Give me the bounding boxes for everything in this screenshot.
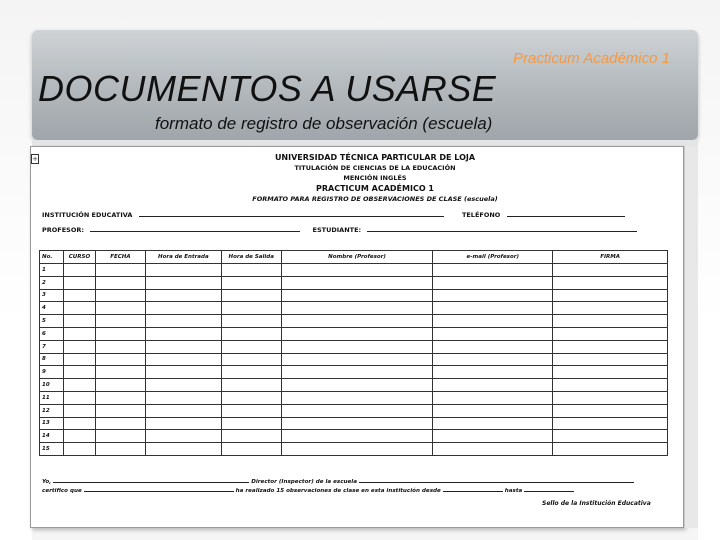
table-cell [221,327,281,340]
row-number: 13 [40,417,64,430]
table-row [40,366,668,379]
table-cell [63,391,95,404]
table-cell [221,391,281,404]
document-caption: formato de registro de observación (escuela) [155,114,493,133]
table-row [40,379,668,392]
table-cell [63,289,95,302]
table-cell [221,289,281,302]
table-cell [433,391,553,404]
slide-subtitle: Practicum Académico 1 [512,50,670,67]
table-cell [63,366,95,379]
table-cell [221,443,281,456]
practicum-name: PRACTICUM ACADÉMICO 1 [316,184,434,193]
table-cell [63,276,95,289]
table-cell [95,315,145,328]
table-cell [63,379,95,392]
slide-title: DOCUMENTOS A USARSE [38,68,497,109]
row-number: 15 [40,443,64,456]
table-cell [281,302,433,315]
table-cell [145,443,221,456]
col-curso: CURSO [63,251,95,264]
table-cell [281,327,433,340]
table-row [40,340,668,353]
institution-blank [139,211,444,217]
document-scrollbar [684,146,698,528]
col-nombre: Nombre (Profesor) [281,251,433,264]
col-firma: FIRMA [553,251,668,264]
table-row [40,289,668,302]
footer-director: Director (Inspector) de la escuela [251,479,357,485]
table-cell [63,340,95,353]
university-name: UNIVERSIDAD TÉCNICA PARTICULAR DE LOJA [274,153,476,162]
table-cell [145,417,221,430]
institution-row [42,211,625,219]
table-cell [145,340,221,353]
table-cell [433,315,553,328]
table-cell [553,353,668,366]
table-cell [281,315,433,328]
teacher-blank [90,226,300,232]
row-number: 1 [40,264,64,277]
table-cell [553,289,668,302]
table-cell [221,276,281,289]
observation-table [39,250,668,456]
row-number: 3 [40,289,64,302]
table-cell [221,353,281,366]
footer-blank-from [443,487,503,492]
table-cell [553,302,668,315]
table-cell [221,264,281,277]
footer-blank-name [53,478,249,483]
footer-blank-school [359,478,634,483]
phone-label: TELÉFONO [461,211,501,219]
table-cell [281,379,433,392]
table-cell [145,353,221,366]
table-cell [433,404,553,417]
table-cell [95,366,145,379]
table-cell [433,302,553,315]
table-cell [95,327,145,340]
table-cell [95,404,145,417]
table-cell [221,379,281,392]
table-row [40,302,668,315]
format-name: FORMATO PARA REGISTRO DE OBSERVACIONES DE CLASE (escuela) [252,195,498,203]
col-fecha: FECHA [95,251,145,264]
table-cell [95,289,145,302]
table-cell [433,289,553,302]
table-cell [281,404,433,417]
phone-blank [507,211,625,217]
table-cell [433,417,553,430]
table-cell [63,353,95,366]
table-cell [95,264,145,277]
table-cell [63,404,95,417]
table-cell [95,340,145,353]
table-row [40,391,668,404]
row-number: 8 [40,353,64,366]
row-number: 10 [40,379,64,392]
table-cell [553,340,668,353]
table-cell [221,302,281,315]
table-cell [433,340,553,353]
table-row [40,276,668,289]
table-cell [145,315,221,328]
table-cell [281,443,433,456]
table-row [40,315,668,328]
row-number: 2 [40,276,64,289]
table-cell [63,443,95,456]
table-cell [95,379,145,392]
table-cell [95,430,145,443]
table-cell [433,366,553,379]
row-number: 7 [40,340,64,353]
table-row [40,404,668,417]
footer-blank-student [84,487,234,492]
table-cell [95,417,145,430]
document-header [175,153,575,205]
table-cell [145,264,221,277]
footer-line-1 [42,478,634,485]
table-cell [145,327,221,340]
table-cell [221,404,281,417]
table-cell [221,315,281,328]
table-cell [63,302,95,315]
table-cell [553,379,668,392]
table-cell [433,430,553,443]
student-label: ESTUDIANTE: [312,226,362,234]
footer-line-2 [42,487,574,494]
table-cell [553,404,668,417]
table-cell [553,276,668,289]
table-cell [145,302,221,315]
table-cell [433,264,553,277]
table-cell [281,289,433,302]
footer-blank-to [524,487,574,492]
table-cell [145,379,221,392]
table-row [40,264,668,277]
row-number: 5 [40,315,64,328]
table-cell [553,327,668,340]
col-hora-entrada: Hora de Entrada [145,251,221,264]
table-body [40,264,668,456]
institution-label: INSTITUCIÓN EDUCATIVA [42,211,133,219]
teacher-label: PROFESOR: [42,226,84,234]
table-cell [553,391,668,404]
table-cell [145,404,221,417]
table-cell [221,366,281,379]
table-cell [553,443,668,456]
table-cell [433,276,553,289]
student-blank [367,226,637,232]
table-cell [63,315,95,328]
table-row [40,430,668,443]
table-cell [281,353,433,366]
table-cell [553,264,668,277]
table-cell [63,327,95,340]
footer-observations: ha realizado 15 observaciones de clase en esta institución desde [235,488,441,494]
row-number: 6 [40,327,64,340]
table-cell [145,366,221,379]
table-cell [221,417,281,430]
table-cell [145,391,221,404]
table-cell [553,366,668,379]
table-cell [281,430,433,443]
footer-yo: Yo, [42,479,52,485]
table-cell [553,430,668,443]
row-number: 4 [40,302,64,315]
table-cell [433,353,553,366]
table-row [40,417,668,430]
table-cell [145,430,221,443]
row-number: 14 [40,430,64,443]
table-cell [281,264,433,277]
table-cell [553,417,668,430]
table-cell [221,340,281,353]
table-cell [281,417,433,430]
mention-name: MENCIÓN INGLÉS [343,174,407,182]
table-cell [95,391,145,404]
table-cell [281,340,433,353]
table-row [40,353,668,366]
table-cell [95,443,145,456]
row-number: 11 [40,391,64,404]
table-cell [281,366,433,379]
table-cell [281,391,433,404]
table-cell [433,379,553,392]
table-cell [281,276,433,289]
table-cell [63,264,95,277]
table-row [40,327,668,340]
seal-caption: Sello de la Institución Educativa [542,500,651,507]
teacher-row [42,226,637,234]
table-cell [63,430,95,443]
table-cell [95,276,145,289]
footer-hasta: hasta [504,488,523,494]
col-no: No. [40,251,64,264]
footer-certifico: certifico que [42,488,82,494]
table-row [40,443,668,456]
table-cell [95,353,145,366]
table-cell [145,276,221,289]
faculty-name: TITULACIÓN DE CIENCIAS DE LA EDUCACIÓN [294,164,456,172]
row-number: 9 [40,366,64,379]
table-cell [553,315,668,328]
table-cell [433,327,553,340]
document-anchor-icon: + [32,155,38,163]
col-email: e-mail (Profesor) [433,251,553,264]
table-cell [95,302,145,315]
table-cell [221,430,281,443]
col-hora-salida: Hora de Salida [221,251,281,264]
table-cell [145,289,221,302]
table-header-row [40,251,668,264]
table-cell [63,417,95,430]
table-cell [433,443,553,456]
row-number: 12 [40,404,64,417]
